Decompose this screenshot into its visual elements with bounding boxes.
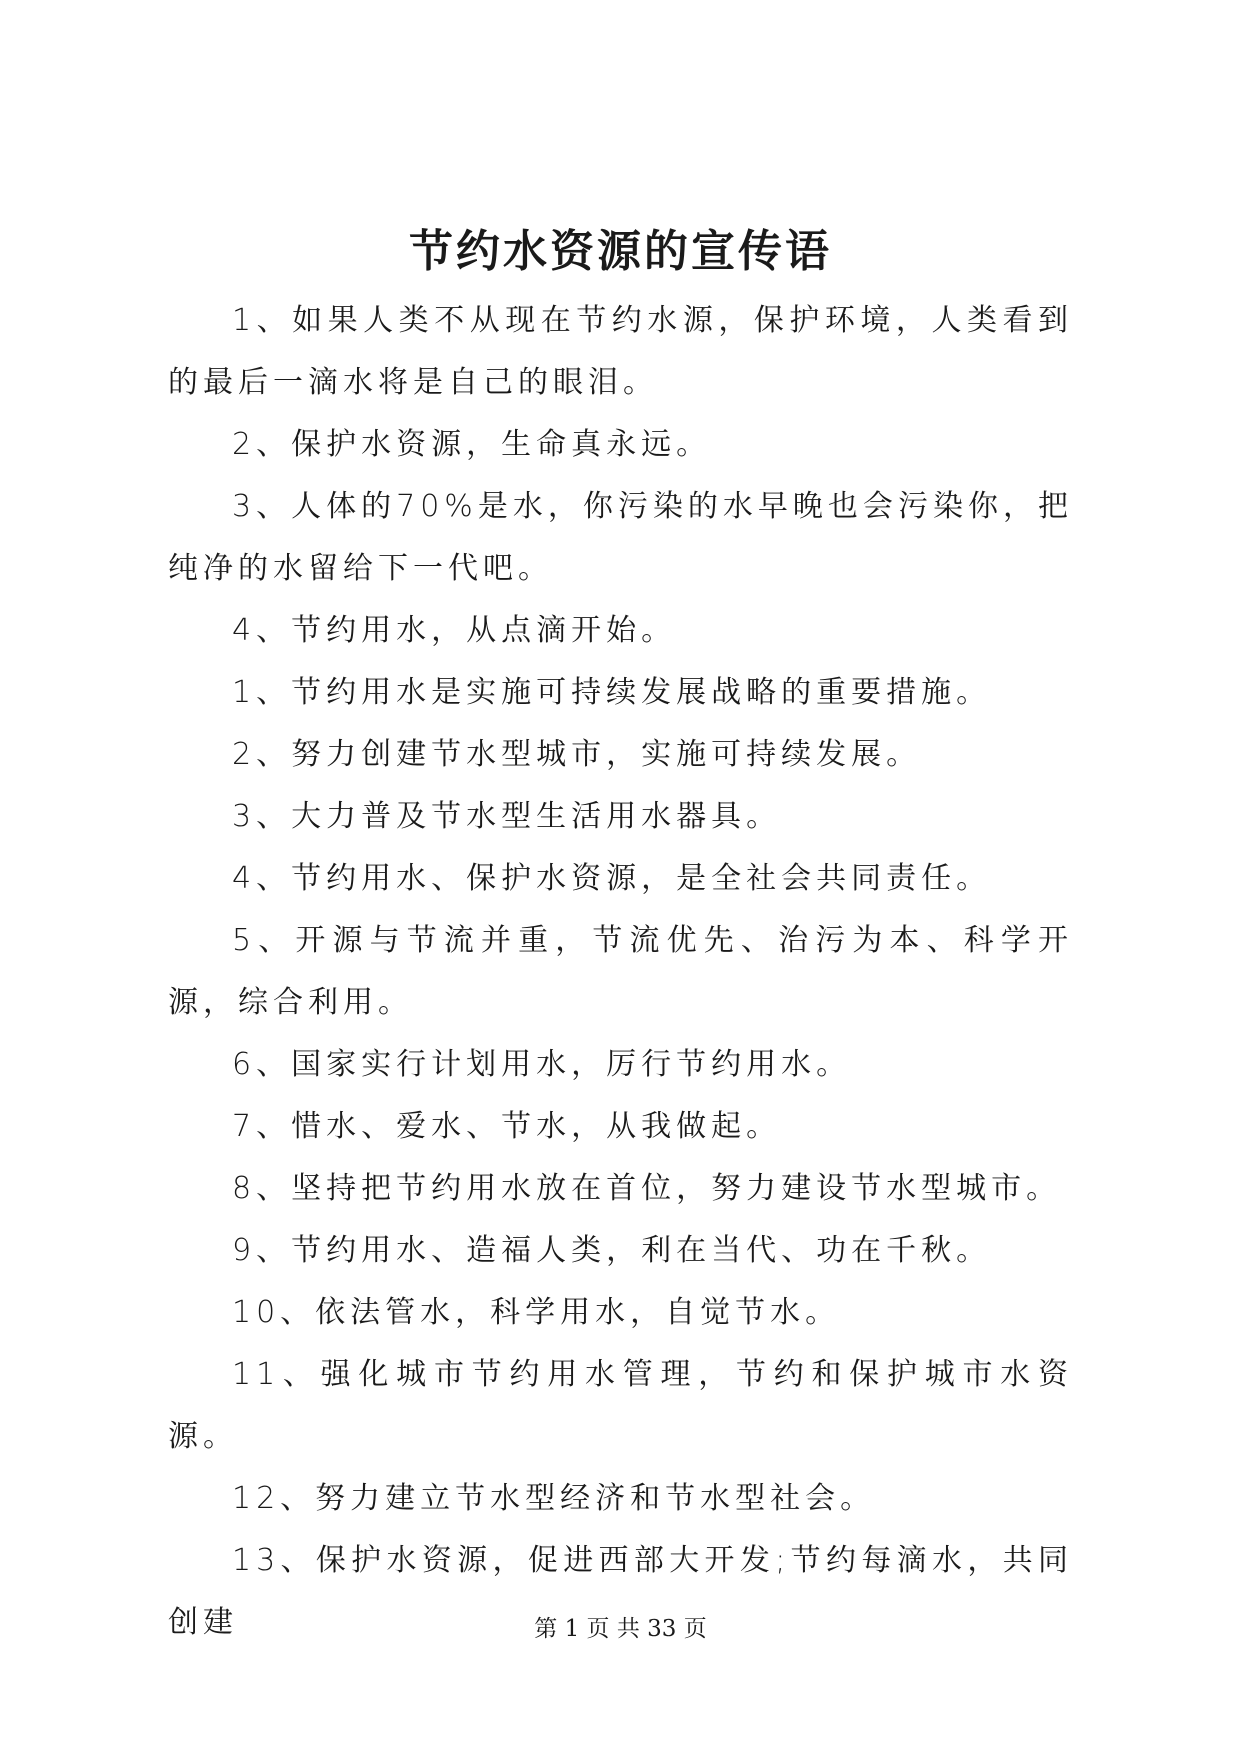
paragraph: 4、节约用水，从点滴开始。: [232, 613, 677, 648]
paragraph: 1、如果人类不从现在节约水源，保护环境，人类看到的最后一滴水将是自己的眼泪。: [168, 303, 1073, 400]
paragraph: 10、依法管水，科学用水，自觉节水。: [232, 1295, 841, 1330]
paragraph: 3、人体的70%是水，你污染的水早晚也会污染你，把纯净的水留给下一代吧。: [168, 489, 1073, 586]
page-footer: 第 1 页 共 33 页: [534, 1616, 707, 1642]
paragraph: 3、大力普及节水型生活用水器具。: [232, 799, 782, 834]
paragraph: 4、节约用水、保护水资源，是全社会共同责任。: [232, 861, 992, 896]
paragraph: 13、保护水资源，促进西部大开发;节约每滴水，共同创建: [168, 1543, 1073, 1640]
document-body: [168, 290, 1073, 1654]
paragraph: 2、保护水资源，生命真永远。: [232, 427, 712, 462]
paragraph: 11、强化城市节约用水管理，节约和保护城市水资源。: [168, 1357, 1073, 1454]
paragraph: 2、努力创建节水型城市，实施可持续发展。: [232, 737, 922, 772]
paragraph: 6、国家实行计划用水，厉行节约用水。: [232, 1047, 852, 1082]
paragraph: 7、惜水、爱水、节水，从我做起。: [232, 1109, 782, 1144]
paragraph: 9、节约用水、造福人类，利在当代、功在千秋。: [232, 1233, 992, 1268]
document-title: 节约水资源的宣传语: [409, 226, 832, 277]
paragraph: 5、开源与节流并重，节流优先、治污为本、科学开源，综合利用。: [168, 923, 1073, 1020]
paragraph: 12、努力建立节水型经济和节水型社会。: [232, 1481, 876, 1516]
paragraph: 1、节约用水是实施可持续发展战略的重要措施。: [232, 675, 992, 710]
paragraph: 8、坚持把节约用水放在首位，努力建设节水型城市。: [232, 1171, 1062, 1206]
